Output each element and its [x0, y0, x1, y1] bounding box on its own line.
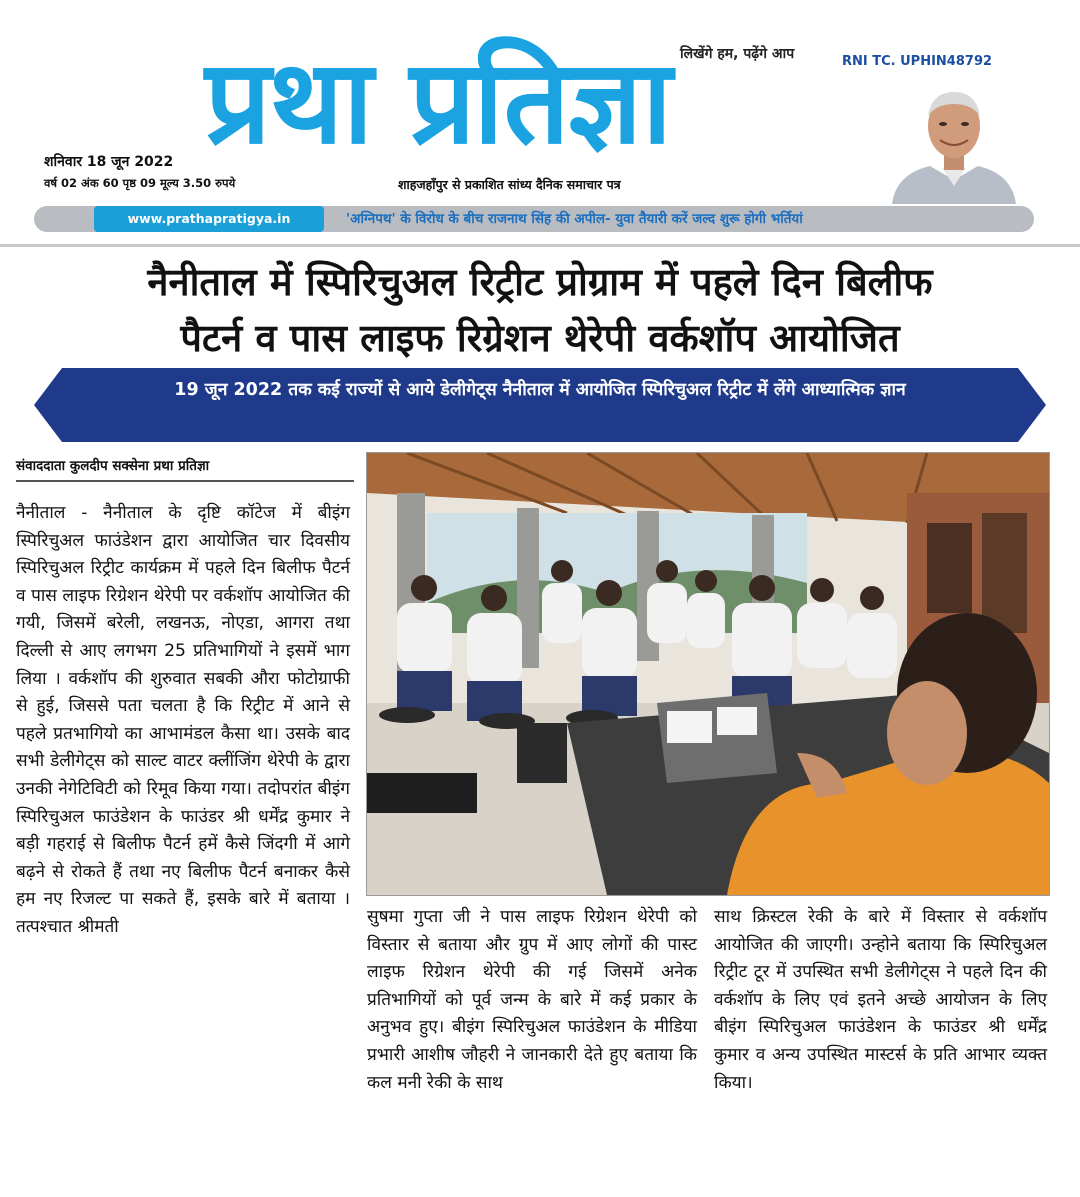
article-column-2: सुषमा गुप्ता जी ने पास लाइफ रिग्रेशन थेरेपी को विस्तार से बताया और ग्रुप में आए लोगों की पास्ट लाइफ रिग्रेशन थेरेपी की गई जिसमें अनेक प्रतिभागियों को पूर्व जन्म के बारे में कई प्रकार के अनुभव हुए। बीइंग स्पिरिचुअल फाउंडेशन के मीडिया प्रभारी आशीष जौहरी ने जानकारी देते हुए बताया कि कल मनी रेकी के साथ	[367, 907, 697, 1093]
publisher-line: शाहजहाँपुर से प्रकाशित सांध्य दैनिक समाचार पत्र	[398, 177, 621, 192]
subheadline-banner	[34, 368, 1046, 442]
newspaper-logo: प्रथा प्रतिज्ञा	[205, 35, 671, 170]
issue-details: वर्ष 02 अंक 60 पृष्ठ 09 मूल्य 3.50 रुपये	[44, 176, 236, 190]
headline-line-2: पैटर्न व पास लाइफ रिग्रेशन थेरेपी वर्कशॉप आयोजित	[180, 316, 900, 360]
headline-line-1: नैनीताल में स्पिरिचुअल रिट्रीट प्रोग्राम में पहले दिन बिलीफ	[147, 260, 933, 304]
website-link[interactable]: www.prathapratigya.in	[94, 206, 324, 232]
news-ticker	[34, 206, 1034, 232]
leader-portrait	[884, 82, 1024, 204]
issue-date: शनिवार 18 जून 2022	[44, 154, 174, 170]
article-headline	[20, 254, 1060, 366]
ticker-headline: 'अग्निपथ' के विरोध के बीच राजनाथ सिंह की अपील- युवा तैयारी करें जल्द शुरू होगी भर्तियां	[346, 211, 803, 227]
subheadline: 19 जून 2022 तक कई राज्यों से आये डेलीगेट्स नैनीताल में आयोजित स्पिरिचुअल रिट्रीट में लेंगे आध्यात्मिक ज्ञान	[174, 380, 906, 400]
masthead	[0, 0, 1080, 245]
article-column-1: नैनीताल - नैनीताल के दृष्टि कॉटेज में बीइंग स्पिरिचुअल फाउंडेशन द्वारा आयोजित चार दिवसीय स्पिरिचुअल रिट्रीट कार्यक्रम में पहले दिन बिलीफ पैटर्न व पास लाइफ रिग्रेशन थेरेपी पर वर्कशॉप आयोजित की गयी, जिसमें बरेली, लखनऊ, नोएडा, आगरा तथा दिल्ली से आए लगभग 25 प्रतिभागियों ने इसमें भाग लिया । वर्कशॉप की शुरुवात सबकी औरा फोटोग्राफी से हुई, जिससे पता चलता है कि रिट्रीट में आने से पहले प्रतभागियो का आभामंडल कैसा था। उसके बाद सभी डेलीगेट्स को साल्ट वाटर क्लींजिंग थेरेपी के द्वारा उनकी नेगेटिविटी को रिमूव किया गया। तदोपरांत बीइंग स्पिरिचुअल फाउंडेशन के फाउंडर श्री धर्मेंद्र कुमार ने बड़ी गहराई से बिलीफ पैटर्न हमें कैसे जिंदगी में आगे बढ़ने से रोकते हैं तथा नए बिलीफ पैटर्न बनाकर कैसे हम नए रिजल्ट पा सकते हैं, इसके बारे में बताया । तत्पश्चात श्रीमती	[16, 503, 350, 937]
tagline: लिखेंगे हम, पढ़ेंगे आप	[680, 46, 795, 62]
rni-number: RNI TC. UPHIN48792	[842, 54, 993, 69]
masthead-divider	[0, 244, 1080, 247]
article-column-3: साथ क्रिस्टल रेकी के बारे में विस्तार से वर्कशॉप आयोजित की जाएगी। उन्होने बताया कि स्पिरिचुअल रिट्रीट टूर में उपस्थित सभी डेलीगेट्स ने पहले दिन की वर्कशॉप के लिए एवं इतने अच्छे आयोजन के लिए बीइंग स्पिरिचुअल फाउंडेशन के फाउंडर श्री धर्मेंद्र कुमार व अन्य उपस्थित मास्टर्स के प्रति आभार व्यक्त किया।	[714, 907, 1047, 1093]
byline: संवाददाता कुलदीप सक्सेना प्रथा प्रतिज्ञा	[16, 456, 354, 482]
event-photo	[366, 452, 1050, 896]
